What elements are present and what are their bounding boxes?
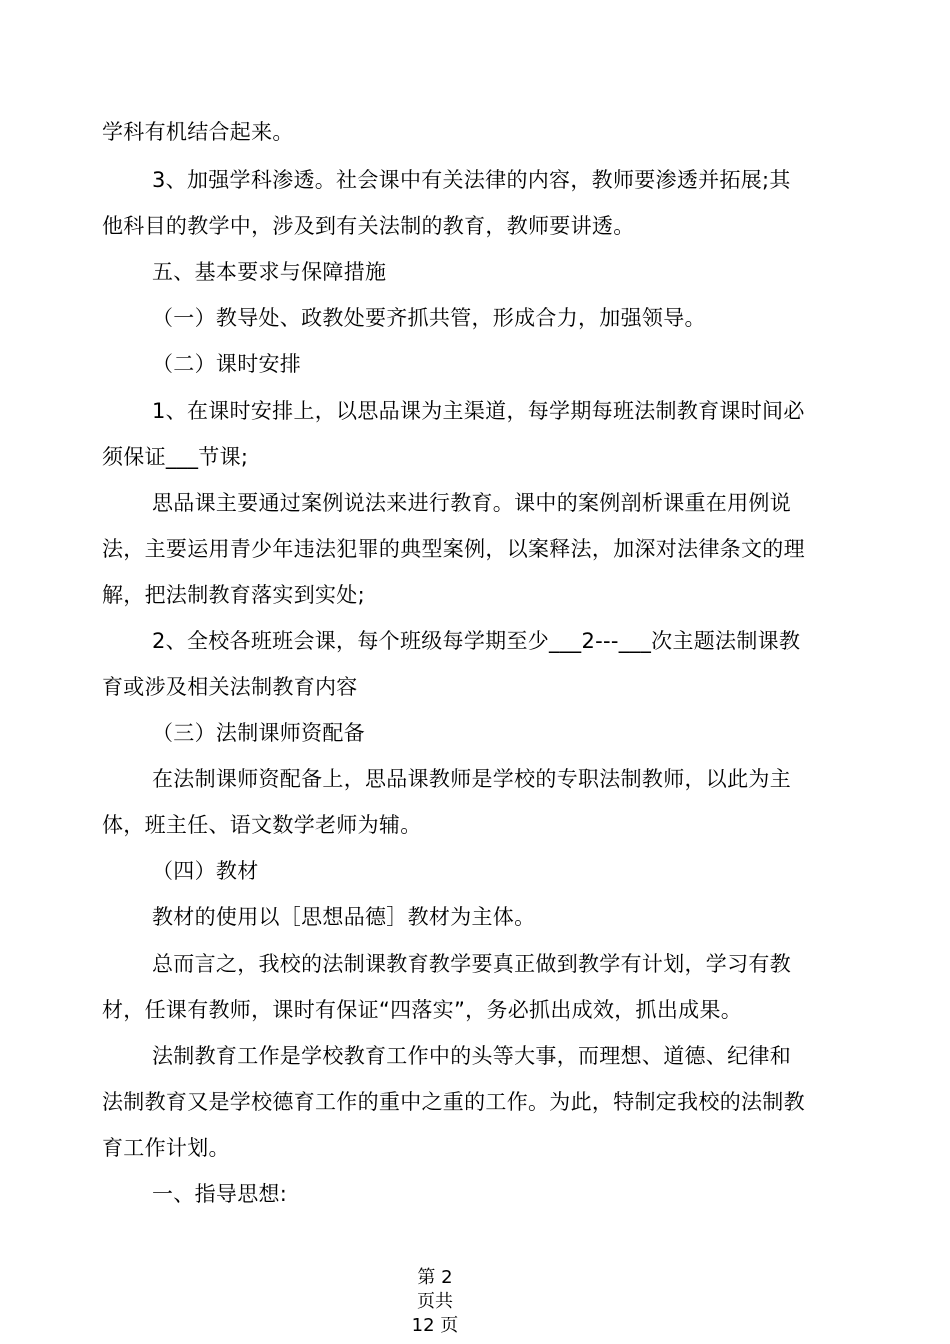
text-line: 学科有机结合起来。 — [102, 120, 294, 144]
text-line: 思品课主要通过案例说法来进行教育。课中的案例剖析课重在用例说 — [152, 491, 791, 515]
subsection-heading: （二）课时安排 — [152, 352, 302, 376]
text-line: 育工作计划。 — [102, 1136, 230, 1160]
text-line: 他科目的教学中，涉及到有关法制的教育，教师要讲透。 — [102, 214, 635, 238]
text-line: 3、加强学科渗透。社会课中有关法律的内容，教师要渗透并拓展;其 — [152, 168, 791, 192]
text-line: 教材的使用以［思想品德］教材为主体。 — [152, 905, 536, 929]
subsection-heading: （三）法制课师资配备 — [152, 721, 365, 745]
text-line: 体，班主任、语文数学老师为辅。 — [102, 813, 422, 837]
text-line: 法制教育又是学校德育工作的重中之重的工作。为此，特制定我校的法制教 — [102, 1090, 805, 1114]
section-heading: 一、指导思想: — [152, 1182, 288, 1206]
text-line: 在法制课师资配备上，思品课教师是学校的专职法制教师，以此为主 — [152, 767, 791, 791]
text-line: 2、全校各班班会课，每个班级每学期至少___2---___次主题法制课教 — [152, 629, 801, 653]
text-line: 总而言之，我校的法制课教育教学要真正做到教学有计划，学习有教 — [152, 952, 791, 976]
page-number-line-2: 页共 — [417, 1291, 453, 1312]
text-line: 解，把法制教育落实到实处; — [102, 583, 365, 607]
text-line: （一）教导处、政教处要齐抓共管，形成合力，加强领导。 — [152, 306, 706, 330]
page-number-line-3: 12 页 — [411, 1315, 459, 1336]
page-number-line-1: 第 2 — [417, 1267, 453, 1288]
section-heading: 五、基本要求与保障措施 — [152, 260, 387, 284]
text-line: 1、在课时安排上，以思品课为主渠道，每学期每班法制教育课时间必 — [152, 399, 805, 423]
text-line: 法，主要运用青少年违法犯罪的典型案例，以案释法，加深对法律条文的理 — [102, 537, 805, 561]
text-line: 法制教育工作是学校教育工作中的头等大事，而理想、道德、纪律和 — [152, 1044, 791, 1068]
text-line: 须保证___节课; — [102, 445, 249, 469]
subsection-heading: （四）教材 — [152, 859, 259, 883]
text-line: 育或涉及相关法制教育内容 — [102, 675, 358, 699]
text-line: 材，任课有教师，课时有保证“四落实”，务必抓出成效，抓出成果。 — [102, 998, 743, 1022]
